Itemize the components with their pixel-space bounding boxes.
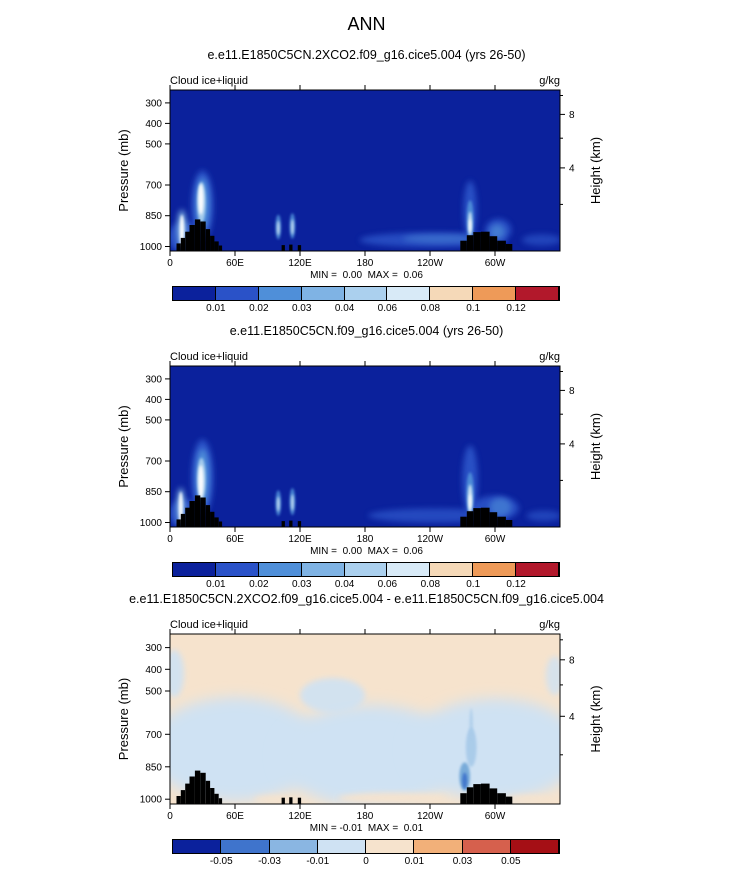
colorbar-tick-label: 0.1: [466, 579, 481, 590]
colorbar-tick-label: 0: [363, 856, 369, 867]
x-axis-tick-label: 60E: [226, 811, 244, 822]
colorbar-tick-label: 0.01: [206, 303, 226, 314]
height-axis-tick-label: 8: [569, 655, 575, 667]
colorbar-tick-label: 0.02: [249, 303, 269, 314]
colorbar-tick-label: 0.01: [404, 856, 425, 867]
colorbar-segment: [516, 287, 559, 300]
height-axis-title: Height (km): [588, 136, 603, 205]
x-axis-tick-label: 120W: [416, 534, 444, 545]
pressure-axis-title: Pressure (mb): [116, 129, 131, 212]
colorbar-tick-label: 0.03: [452, 856, 473, 867]
colorbar-tick-label: 0.04: [334, 303, 355, 314]
units-label: g/kg: [539, 351, 560, 363]
y-axis-tick-label: 300: [145, 374, 162, 386]
y-axis-tick-label: 1000: [139, 794, 162, 806]
units-label: g/kg: [539, 619, 560, 631]
colorbar-segment: [366, 840, 414, 853]
colorbar-tick-label: 0.04: [334, 579, 355, 590]
colorbar-tick-label: 0.05: [501, 856, 521, 867]
y-axis-tick-label: 1000: [139, 518, 162, 529]
colorbar-segment: [463, 840, 511, 853]
x-axis-tick-label: 120W: [416, 258, 444, 269]
colorbar-segment: [511, 840, 559, 853]
minmax-label: MIN = 0.00 MAX = 0.06: [310, 270, 423, 281]
colorbar-segment: [345, 563, 388, 576]
colorbar-segment: [216, 287, 259, 300]
x-axis-tick-label: 60E: [226, 258, 244, 269]
colorbar-segment: [173, 563, 216, 576]
colorbar-segment: [430, 563, 473, 576]
colorbar-segment: [345, 287, 388, 300]
height-axis-tick-label: 4: [569, 711, 575, 723]
x-axis-tick-label: 60E: [226, 534, 244, 545]
colorbar-tick-label: -0.01: [306, 856, 330, 867]
x-axis-tick-label: 120E: [288, 811, 312, 822]
y-axis-tick-label: 400: [145, 664, 162, 676]
y-axis-tick-label: 400: [145, 118, 162, 130]
plot-canvas-control: [0, 322, 733, 562]
colorbar-tick-label: 0.08: [420, 303, 441, 314]
colorbar-tick-label: 0.06: [377, 579, 398, 590]
height-axis-title: Height (km): [588, 412, 603, 481]
y-axis-tick-label: 300: [145, 643, 162, 655]
field-label: Cloud ice+liquid: [170, 75, 248, 87]
panel-control: [0, 322, 733, 590]
x-axis-tick-label: 120W: [416, 811, 444, 822]
height-axis-tick-label: 4: [569, 439, 575, 451]
colorbar-tick-label: 0.1: [466, 303, 481, 314]
height-axis-tick-label: 8: [569, 109, 575, 121]
minmax-label: MIN = -0.01 MAX = 0.01: [309, 823, 424, 834]
colorbar-segment: [516, 563, 559, 576]
colorbar-segment: [430, 287, 473, 300]
x-axis-tick-label: 120E: [288, 258, 312, 269]
plot-canvas-difference: [0, 590, 733, 840]
colorbar-tick-label: 0.12: [506, 579, 526, 590]
units-label: g/kg: [539, 75, 560, 87]
y-axis-tick-label: 400: [145, 394, 162, 406]
x-axis-tick-label: 0: [167, 811, 173, 822]
y-axis-tick-label: 300: [145, 98, 162, 110]
field-label: Cloud ice+liquid: [170, 351, 248, 363]
x-axis-tick-label: 180: [356, 811, 374, 822]
y-axis-tick-label: 700: [145, 180, 162, 192]
colorbar: [172, 839, 560, 867]
height-axis-title: Height (km): [588, 685, 603, 753]
colorbar-tick-label: 0.12: [506, 303, 526, 314]
colorbar-segment: [414, 840, 462, 853]
x-axis-tick-label: 0: [167, 534, 173, 545]
pressure-axis-title: Pressure (mb): [116, 677, 131, 761]
x-axis-tick-label: 60W: [484, 534, 506, 545]
height-axis-tick-label: 8: [569, 385, 575, 397]
x-axis-tick-label: 60W: [484, 811, 506, 822]
figure-title: ANN: [347, 14, 386, 34]
colorbar-segment: [259, 287, 302, 300]
panel-title: e.e11.E1850C5CN.f09_g16.cice5.004 (yrs 26-50): [229, 324, 504, 338]
y-axis-tick-label: 500: [145, 686, 162, 698]
plot-canvas-2xco2: [0, 46, 733, 286]
colorbar-segment: [302, 287, 345, 300]
colorbar-segment: [473, 287, 516, 300]
x-axis-tick-label: 180: [356, 258, 374, 269]
y-axis-tick-label: 850: [145, 762, 162, 774]
colorbar: [172, 562, 560, 590]
colorbar-segment: [216, 563, 259, 576]
colorbar-segment: [318, 840, 366, 853]
colorbar-tick-label: 0.01: [206, 579, 226, 590]
panel-2xco2: [0, 46, 733, 314]
y-axis-tick-label: 850: [145, 211, 162, 223]
pressure-axis-title: Pressure (mb): [116, 405, 131, 488]
colorbar-segment: [387, 563, 430, 576]
colorbar-segment: [387, 287, 430, 300]
panel-title: e.e11.E1850C5CN.2XCO2.f09_g16.cice5.004 (yrs 26-50): [207, 48, 526, 62]
minmax-label: MIN = 0.00 MAX = 0.06: [310, 546, 423, 557]
height-axis-tick-label: 4: [569, 163, 575, 175]
colorbar-tick-label: 0.06: [377, 303, 398, 314]
y-axis-tick-label: 500: [145, 415, 162, 427]
y-axis-tick-label: 700: [145, 729, 162, 741]
x-axis-tick-label: 180: [356, 534, 374, 545]
y-axis-tick-label: 500: [145, 139, 162, 151]
colorbar-segment: [173, 840, 221, 853]
colorbar-segment: [302, 563, 345, 576]
colorbar-segment: [270, 840, 318, 853]
field-label: Cloud ice+liquid: [170, 619, 248, 631]
colorbar-tick-label: 0.02: [249, 579, 269, 590]
colorbar-tick-label: 0.08: [420, 579, 441, 590]
colorbar-segment: [259, 563, 302, 576]
y-axis-tick-label: 1000: [139, 242, 162, 253]
panel-difference: [0, 590, 733, 872]
colorbar: [172, 286, 560, 314]
colorbar-tick-label: -0.05: [209, 856, 233, 867]
y-axis-tick-label: 850: [145, 487, 162, 499]
y-axis-tick-label: 700: [145, 456, 162, 468]
x-axis-tick-label: 0: [167, 258, 173, 269]
x-axis-tick-label: 120E: [288, 534, 312, 545]
colorbar-tick-label: -0.03: [258, 856, 281, 867]
colorbar-tick-label: 0.03: [291, 303, 312, 314]
colorbar-segment: [221, 840, 269, 853]
colorbar-segment: [473, 563, 516, 576]
colorbar-segment: [173, 287, 216, 300]
panel-title: e.e11.E1850C5CN.2XCO2.f09_g16.cice5.004 - e.e11.E1850C5CN.f09_g16.cice5.004: [129, 592, 604, 606]
x-axis-tick-label: 60W: [484, 258, 506, 269]
colorbar-tick-label: 0.03: [291, 579, 312, 590]
